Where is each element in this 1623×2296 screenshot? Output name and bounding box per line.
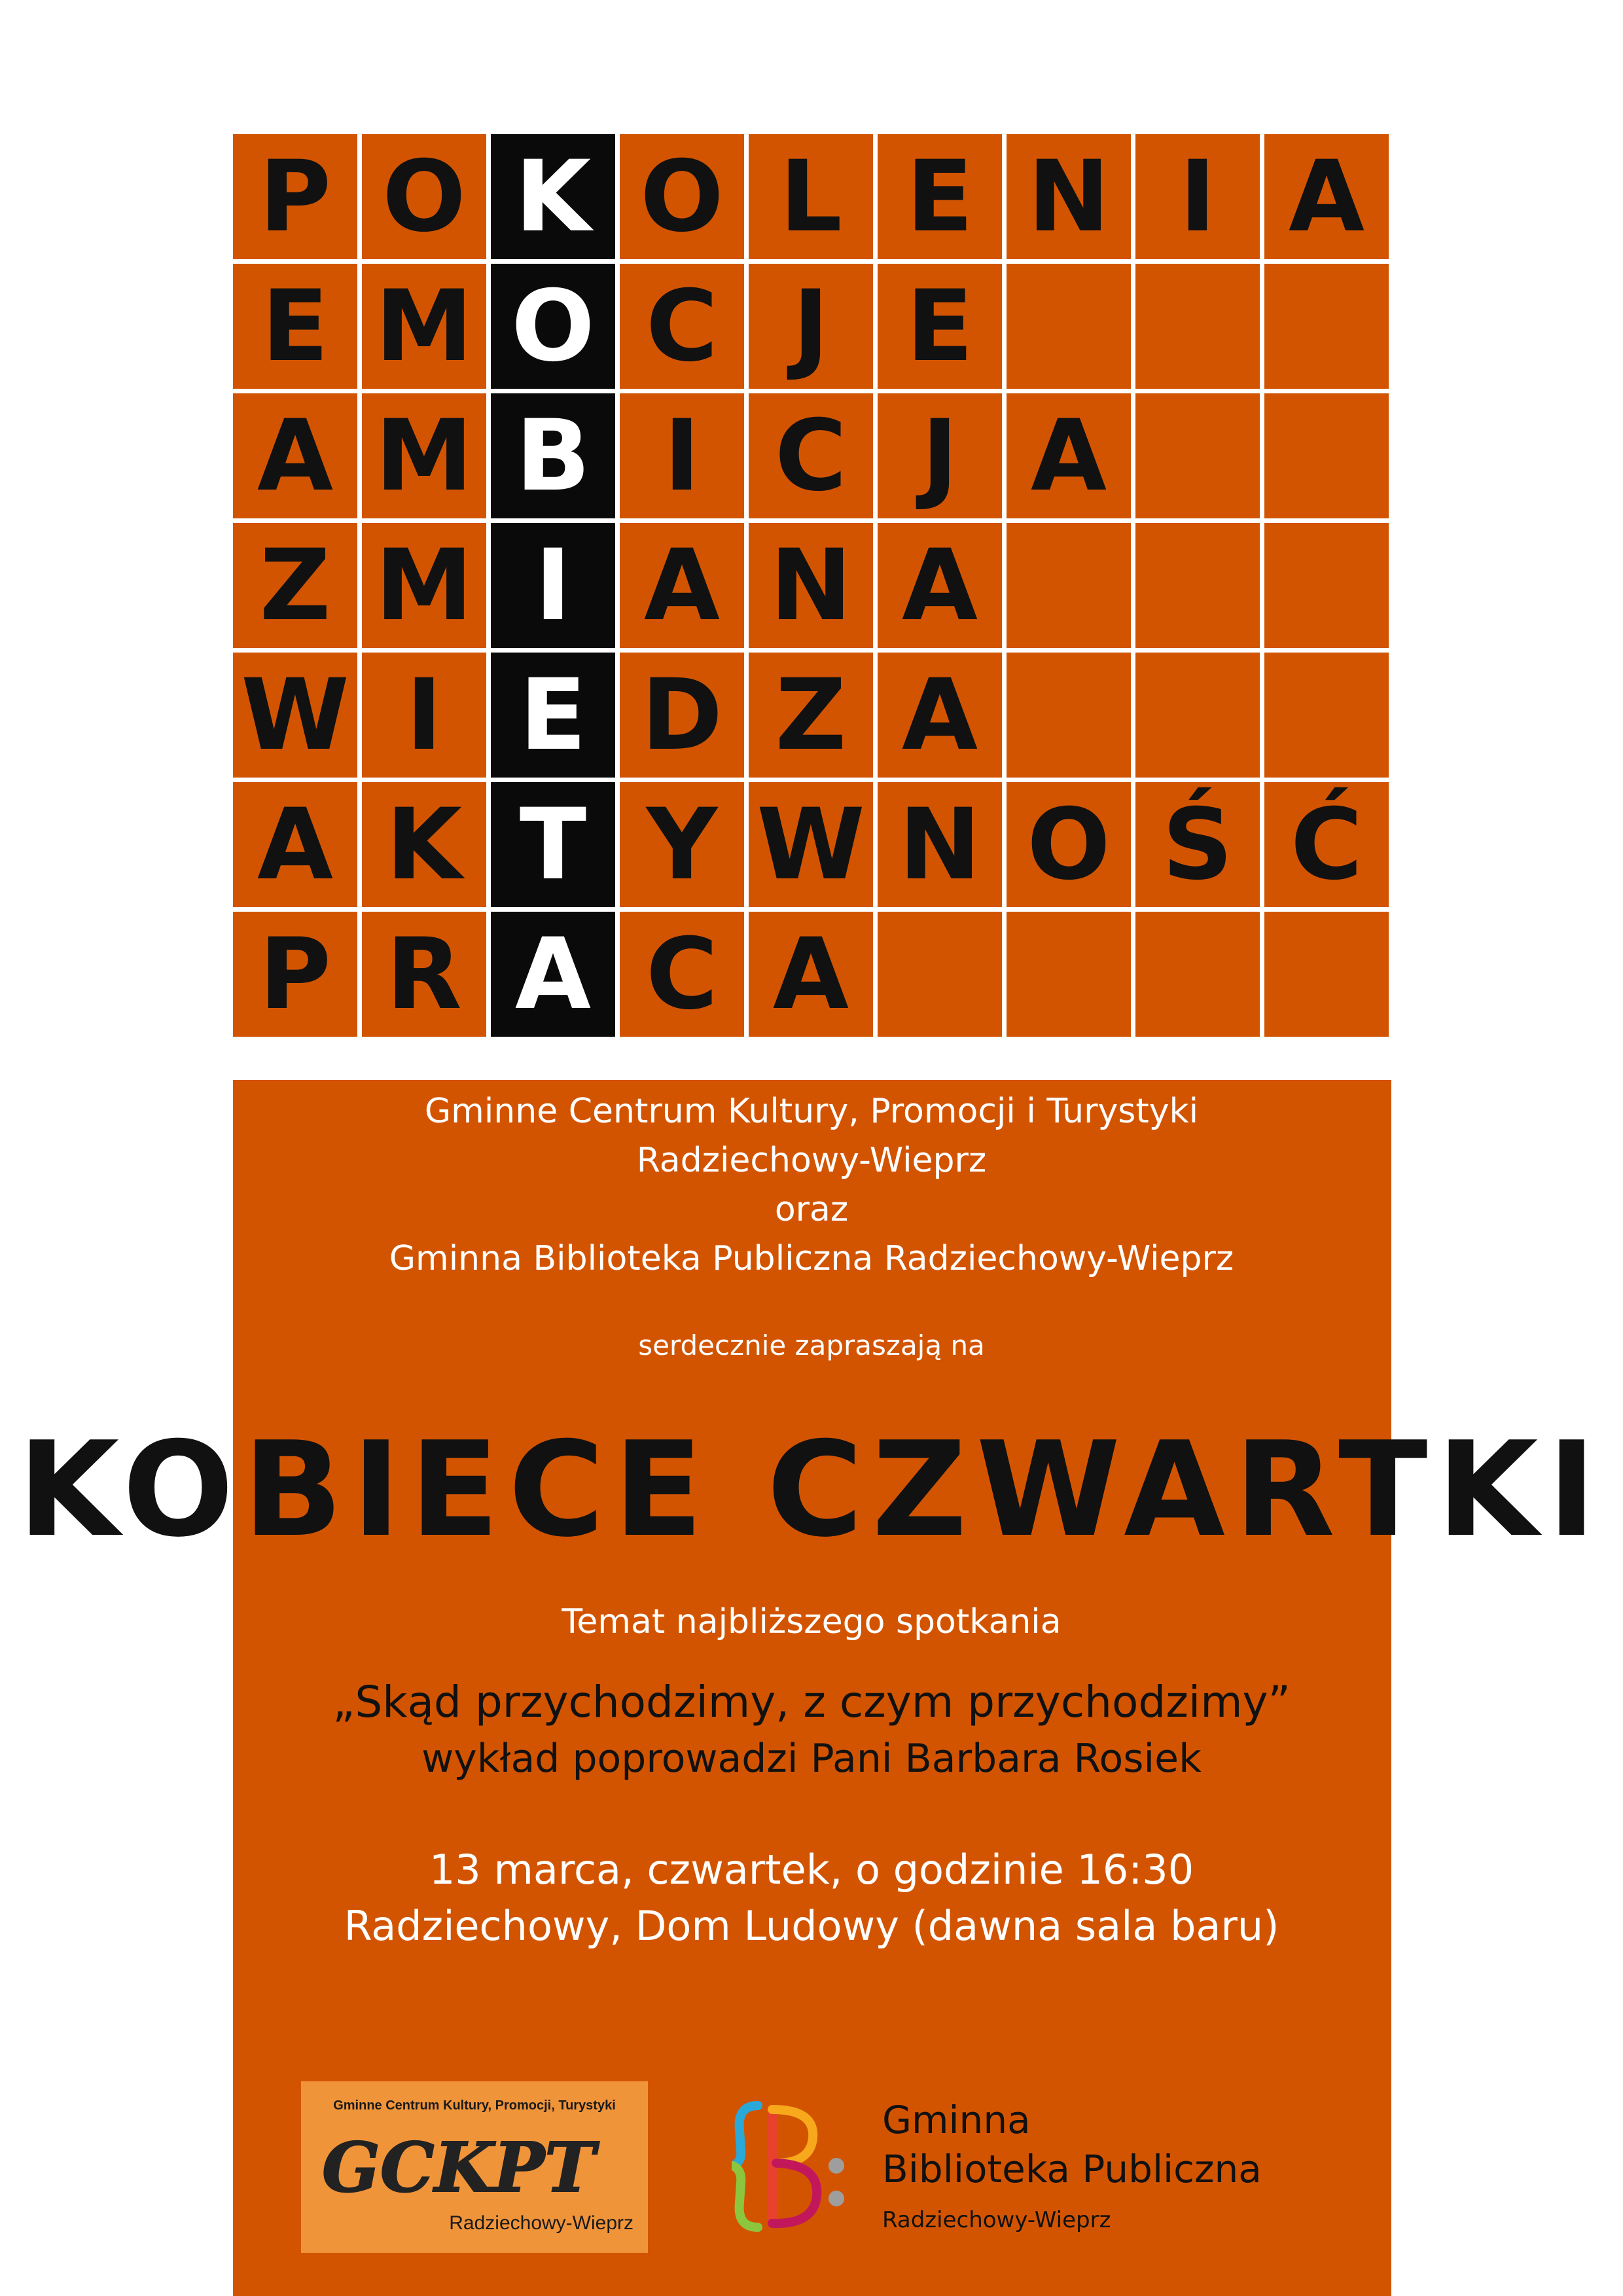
crossword-letter: A — [643, 528, 721, 643]
crossword-cell — [1007, 264, 1131, 389]
crossword-cell — [749, 264, 873, 389]
crossword-cell — [362, 782, 486, 907]
crossword-cell — [878, 653, 1002, 778]
crossword-letter: W — [241, 658, 349, 772]
crossword-cell — [362, 134, 486, 259]
crossword-cell — [620, 523, 744, 648]
crossword-cell — [878, 523, 1002, 648]
crossword-letter: A — [514, 917, 592, 1031]
gckpt-mark — [317, 2128, 624, 2207]
crossword-letter: O — [511, 269, 595, 384]
crossword-cell — [1007, 912, 1131, 1037]
crossword-cell — [233, 782, 357, 907]
crossword-cell — [1264, 264, 1389, 389]
organizer-1-line-1: Gminne Centrum Kultury, Promocji i Turystyki — [424, 1092, 1199, 1131]
crossword-letter: I — [1179, 139, 1216, 254]
crossword-letter: O — [382, 139, 466, 254]
crossword-cell — [620, 393, 744, 518]
crossword-key-cell — [491, 523, 615, 648]
library-logo-icon — [732, 2098, 849, 2235]
crossword-key-cell — [491, 264, 615, 389]
crossword-cell — [749, 523, 873, 648]
crossword-cell — [1264, 134, 1389, 259]
crossword-letter: I — [406, 658, 442, 772]
gckpt-logo-top-text: Gminne Centrum Kultury, Promocji, Turystyki — [333, 2098, 616, 2113]
gckpt-mark-text: GCKPT — [322, 2128, 596, 2207]
crossword-cell — [1007, 653, 1131, 778]
crossword-letter: Ś — [1162, 787, 1234, 902]
crossword-letter: M — [375, 528, 473, 643]
crossword-letter: J — [921, 399, 958, 513]
crossword-cell — [878, 393, 1002, 518]
crossword-cell — [749, 782, 873, 907]
crossword-letter: K — [385, 787, 463, 902]
crossword-cell — [1135, 393, 1260, 518]
crossword-cell — [878, 782, 1002, 907]
crossword-cell — [233, 523, 357, 648]
crossword-cell — [620, 264, 744, 389]
crossword-cell — [620, 134, 744, 259]
crossword-cell — [749, 912, 873, 1037]
crossword-cell — [1264, 393, 1389, 518]
crossword-letter: M — [375, 399, 473, 513]
crossword-cell — [362, 523, 486, 648]
event-date-time: 13 marca, czwartek, o godzinie 16:30 — [429, 1846, 1194, 1893]
lecture-title: „Skąd przychodzimy, z czym przychodzimy” — [332, 1677, 1291, 1727]
crossword-cell — [620, 782, 744, 907]
crossword-key-cell — [491, 782, 615, 907]
crossword-cell — [749, 393, 873, 518]
gckpt-logo-bottom-text: Radziechowy-Wieprz — [449, 2212, 633, 2234]
crossword-letter: K — [514, 139, 592, 254]
crossword-cell — [620, 912, 744, 1037]
library-name-line-2: Biblioteka Publiczna — [882, 2147, 1262, 2191]
crossword-letter: A — [901, 528, 978, 643]
crossword-cell — [1007, 134, 1131, 259]
crossword-letter: C — [645, 269, 719, 384]
organizer-1-line-2: Radziechowy-Wieprz — [636, 1141, 987, 1180]
library-town: Radziechowy-Wieprz — [882, 2207, 1111, 2233]
crossword-letter: R — [386, 917, 462, 1031]
crossword-cell — [233, 653, 357, 778]
crossword-key-cell — [491, 393, 615, 518]
crossword-cell — [878, 912, 1002, 1037]
crossword-cell — [1135, 912, 1260, 1037]
crossword-cell — [1135, 134, 1260, 259]
crossword-letter: P — [259, 139, 331, 254]
crossword-cell — [1264, 782, 1389, 907]
crossword-cell — [878, 264, 1002, 389]
crossword-cell — [1264, 523, 1389, 648]
crossword-letter: Z — [259, 528, 331, 643]
crossword-cell — [233, 134, 357, 259]
crossword-letter: B — [515, 399, 591, 513]
crossword-letter: C — [645, 917, 719, 1031]
conjunction-text: oraz — [774, 1190, 849, 1229]
crossword-letter: O — [1027, 787, 1111, 902]
crossword-cell — [362, 653, 486, 778]
crossword-letter: J — [793, 269, 829, 384]
crossword-key-cell — [491, 653, 615, 778]
gckpt-logo — [301, 2081, 648, 2253]
crossword-letter: A — [1288, 139, 1365, 254]
invitation-text: serdecznie zapraszają na — [638, 1329, 985, 1361]
crossword-letter: L — [779, 139, 842, 254]
crossword-cell — [1135, 264, 1260, 389]
crossword-letter: A — [901, 658, 978, 772]
organizer-2: Gminna Biblioteka Publiczna Radziechowy-Wieprz — [389, 1239, 1234, 1278]
crossword-letter: N — [899, 787, 981, 902]
lecturer-text: wykład poprowadzi Pani Barbara Rosiek — [421, 1736, 1202, 1782]
event-title: KOBIECE CZWARTKI — [18, 1414, 1605, 1566]
crossword-cell — [1264, 653, 1389, 778]
crossword-letter: E — [906, 139, 974, 254]
crossword-grid — [233, 134, 1389, 1037]
crossword-key-cell — [491, 912, 615, 1037]
topic-label: Temat najbliższego spotkania — [562, 1602, 1061, 1641]
crossword-letter: O — [640, 139, 724, 254]
crossword-letter: A — [772, 917, 849, 1031]
crossword-cell — [620, 653, 744, 778]
crossword-letter: W — [757, 787, 865, 902]
crossword-cell — [233, 912, 357, 1037]
crossword-letter: N — [1027, 139, 1110, 254]
crossword-cell — [1135, 782, 1260, 907]
crossword-letter: E — [519, 658, 587, 772]
crossword-cell — [749, 653, 873, 778]
crossword-letter: E — [906, 269, 974, 384]
crossword-letter: Y — [646, 787, 718, 902]
crossword-cell — [1007, 393, 1131, 518]
crossword-letter: M — [375, 269, 473, 384]
crossword-letter: I — [535, 528, 571, 643]
crossword-letter: D — [641, 658, 723, 772]
crossword-key-cell — [491, 134, 615, 259]
crossword-letter: Z — [775, 658, 847, 772]
crossword-cell — [1135, 523, 1260, 648]
crossword-letter: A — [1030, 399, 1107, 513]
crossword-letter: C — [774, 399, 847, 513]
crossword-letter: A — [257, 399, 334, 513]
crossword-cell — [878, 134, 1002, 259]
crossword-cell — [1007, 523, 1131, 648]
crossword-cell — [233, 264, 357, 389]
crossword-letter: E — [261, 269, 329, 384]
crossword-cell — [1264, 912, 1389, 1037]
crossword-cell — [362, 393, 486, 518]
crossword-letter: I — [664, 399, 700, 513]
crossword-letter: A — [257, 787, 334, 902]
crossword-letter: T — [519, 787, 587, 902]
crossword-cell — [749, 134, 873, 259]
crossword-cell — [233, 393, 357, 518]
crossword-letter: P — [259, 917, 331, 1031]
crossword-cell — [362, 912, 486, 1037]
crossword-letter: N — [770, 528, 852, 643]
event-venue: Radziechowy, Dom Ludowy (dawna sala baru) — [344, 1902, 1279, 1950]
crossword-cell — [362, 264, 486, 389]
crossword-letter: Ć — [1290, 787, 1363, 902]
library-name-line-1: Gminna — [882, 2098, 1031, 2142]
crossword-cell — [1135, 653, 1260, 778]
crossword-cell — [1007, 782, 1131, 907]
